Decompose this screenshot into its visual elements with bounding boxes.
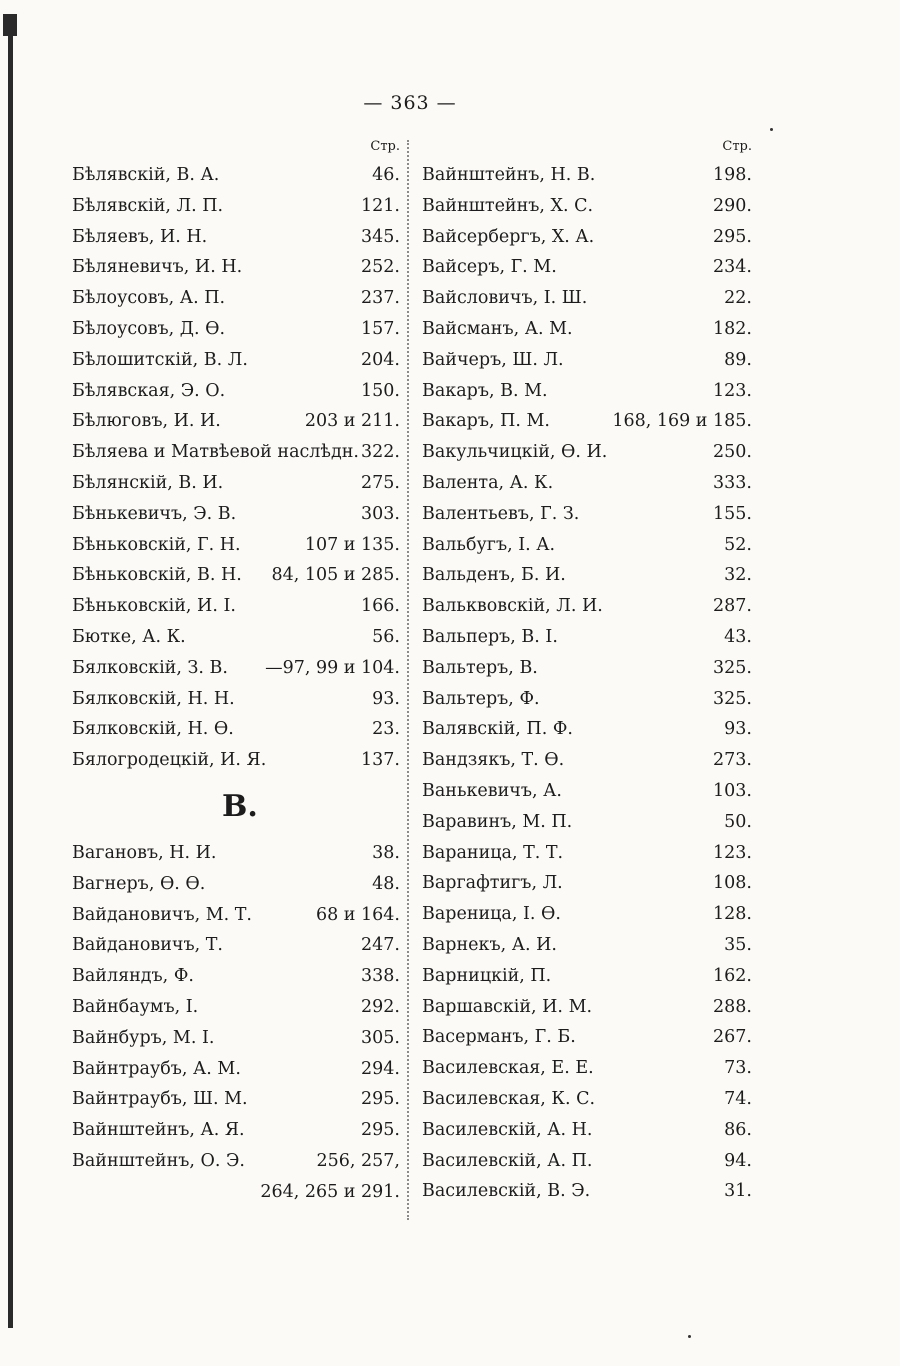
entry-name: Вальперъ, В. I. — [422, 626, 558, 647]
entry-name: Бялковскій, Н. Н. — [72, 688, 235, 709]
entry-name: Вайсербергъ, Х. А. — [422, 226, 595, 247]
index-entry — [422, 1176, 752, 1207]
index-entry — [422, 1084, 752, 1115]
section-letter: В. — [222, 788, 258, 824]
entry-pages: 234. — [713, 257, 752, 278]
entry-name: Бѣляевъ, И. Н. — [72, 226, 208, 247]
index-entry — [422, 684, 752, 715]
index-entry — [72, 591, 400, 622]
entry-name: Бялковскій, З. В. — [72, 657, 228, 678]
entry-name: Бялогродецкій, И. Я. — [72, 750, 267, 771]
index-entry — [72, 1084, 400, 1115]
entry-pages: —97, 99 и 104. — [265, 657, 400, 678]
entry-name: Василевскій, В. Э. — [422, 1181, 591, 1202]
index-entry — [72, 745, 400, 776]
entry-name: Вальбугъ, I. А. — [422, 534, 556, 555]
index-entry — [72, 869, 400, 900]
entry-pages: 338. — [361, 966, 400, 987]
entry-pages: 103. — [713, 780, 752, 801]
page-number: — 363 — — [363, 92, 457, 114]
entry-pages: 168, 169 и 185. — [612, 411, 752, 432]
index-entry — [72, 1054, 400, 1085]
index-entry — [422, 1053, 752, 1084]
entry-name: Бѣляневичъ, И. Н. — [72, 257, 243, 278]
index-entry — [422, 283, 752, 314]
entry-name: Васерманъ, Г. Б. — [422, 1027, 576, 1048]
entry-name: Вайнштейнъ, Н. В. — [422, 165, 596, 185]
entry-pages: 137. — [361, 750, 400, 771]
index-entry — [72, 714, 400, 745]
entry-name: Бютке, А. К. — [72, 626, 186, 647]
entry-pages: 287. — [713, 596, 752, 617]
page-edge-bar — [8, 18, 13, 1328]
entry-pages: 93. — [372, 688, 400, 709]
entry-pages: 295. — [713, 226, 752, 247]
entry-name: Варавинъ, М. П. — [422, 811, 573, 832]
entry-pages: 252. — [361, 257, 400, 278]
entry-list-bottom — [72, 838, 400, 1208]
entry-name: Бѣлоусовъ, Д. Ѳ. — [72, 318, 226, 339]
entry-pages: 325. — [713, 657, 752, 678]
entry-name: Варшавскій, И. М. — [422, 996, 593, 1017]
entry-pages: 50. — [724, 811, 752, 832]
index-entry — [72, 1115, 400, 1146]
index-entry — [72, 900, 400, 931]
entry-pages: 31. — [724, 1181, 752, 1202]
entry-name: Вакаръ, В. М. — [422, 380, 548, 401]
entry-name: Вареница, I. Ѳ. — [422, 904, 561, 925]
entry-name: Варнекъ, А. И. — [422, 934, 557, 955]
index-entry — [422, 868, 752, 899]
entry-pages: 150. — [361, 380, 400, 401]
entry-pages: 23. — [372, 719, 400, 740]
entry-pages: 52. — [724, 534, 752, 555]
entry-name: Бѣлявскій, В. А. — [72, 165, 220, 185]
entry-pages: 294. — [361, 1058, 400, 1079]
entry-name: Варгафтигъ, Л. — [422, 873, 563, 894]
entry-name: Вайдановичъ, Т. — [72, 935, 223, 956]
entry-name: Бѣлоусовъ, А. П. — [72, 288, 226, 309]
entry-name: Вайдановичъ, М. Т. — [72, 904, 252, 925]
entry-pages: 38. — [372, 842, 400, 863]
index-entry — [422, 1022, 752, 1053]
entry-pages: 108. — [713, 873, 752, 894]
entry-pages: 247. — [361, 935, 400, 956]
entry-name: Бѣнькевичъ, Э. В. — [72, 503, 237, 524]
entry-name: Вайнштейнъ, А. Я. — [72, 1120, 245, 1141]
entry-pages: 68 и 164. — [315, 904, 400, 925]
entry-pages: 121. — [361, 195, 400, 216]
entry-pages: 32. — [724, 565, 752, 586]
entry-pages: 303. — [361, 503, 400, 524]
index-entry — [72, 530, 400, 561]
index-entry — [422, 653, 752, 684]
index-entry — [422, 406, 752, 437]
column-header: Стр. — [722, 139, 752, 154]
entry-pages: 295. — [361, 1089, 400, 1110]
entry-pages: 86. — [724, 1119, 752, 1140]
index-entry — [72, 560, 400, 591]
entry-pages: 305. — [361, 1027, 400, 1048]
entry-pages: 74. — [724, 1088, 752, 1109]
entry-pages: 264, 265 и 291. — [260, 1181, 400, 1202]
index-column-right — [422, 134, 752, 1207]
entry-pages: 325. — [713, 688, 752, 709]
entry-pages: 295. — [361, 1120, 400, 1141]
entry-name: Вайнбуръ, М. I. — [72, 1027, 215, 1048]
index-entry — [422, 252, 752, 283]
page-edge-tick — [3, 14, 17, 36]
index-entry — [422, 622, 752, 653]
entry-pages: 123. — [713, 380, 752, 401]
index-entry — [72, 622, 400, 653]
entry-pages: 123. — [713, 842, 752, 863]
index-entry — [422, 838, 752, 869]
entry-name: Варницкій, П. — [422, 965, 552, 986]
entry-pages: 73. — [724, 1058, 752, 1079]
index-entry — [422, 591, 752, 622]
index-entry — [72, 653, 400, 684]
index-entry — [422, 961, 752, 992]
entry-name: Вальтеръ, В. — [422, 657, 538, 678]
index-entry — [422, 345, 752, 376]
entry-pages: 107 и 135. — [304, 534, 400, 555]
index-entry — [422, 191, 752, 222]
entry-name: Валентьевъ, Г. З. — [422, 503, 580, 524]
entry-pages: 157. — [361, 318, 400, 339]
index-entry — [72, 222, 400, 253]
column-divider — [407, 140, 409, 1220]
entry-name: Василевскій, А. П. — [422, 1150, 593, 1171]
entry-pages: 322. — [361, 442, 400, 463]
index-entry — [422, 1115, 752, 1146]
entry-list-top — [72, 160, 400, 776]
entry-name: Бѣньковскій, В. Н. — [72, 565, 242, 586]
index-entry — [72, 961, 400, 992]
index-entry — [422, 530, 752, 561]
entry-name: Вандзякъ, Т. Ѳ. — [422, 750, 565, 771]
index-entry — [422, 468, 752, 499]
entry-name: Вальквовскій, Л. И. — [422, 596, 603, 617]
entry-pages: 250. — [713, 442, 752, 463]
index-entry — [72, 1177, 400, 1208]
entry-pages: 56. — [372, 626, 400, 647]
index-entry — [422, 222, 752, 253]
entry-name: Бѣлошитскій, В. Л. — [72, 349, 248, 370]
entry-pages: 345. — [361, 226, 400, 247]
entry-name: Вагнеръ, Ѳ. Ѳ. — [72, 873, 206, 894]
entry-pages: 204. — [361, 349, 400, 370]
entry-name: Валявскій, П. Ф. — [422, 719, 573, 740]
entry-pages: 162. — [713, 965, 752, 986]
entry-pages: 292. — [361, 996, 400, 1017]
index-entry — [72, 376, 400, 407]
entry-pages: 273. — [713, 750, 752, 771]
index-entry — [72, 283, 400, 314]
entry-name: Вайнштейнъ, Х. С. — [422, 195, 594, 216]
entry-name: Бѣлявская, Э. О. — [72, 380, 226, 401]
entry-name: Вайсеръ, Г. М. — [422, 257, 557, 278]
index-entry — [72, 684, 400, 715]
entry-pages: 46. — [372, 165, 400, 185]
index-entry — [72, 437, 400, 468]
entry-name: Бялковскій, Н. Ѳ. — [72, 719, 234, 740]
entry-name: Василевская, Е. Е. — [422, 1058, 594, 1079]
entry-pages: 256, 257, — [316, 1150, 400, 1171]
entry-name: Валента, А. К. — [422, 472, 554, 493]
index-entry — [422, 160, 752, 191]
entry-pages: 48. — [372, 873, 400, 894]
entry-name: Бѣлявскій, Л. П. — [72, 195, 224, 216]
entry-pages: 93. — [724, 719, 752, 740]
index-entry — [72, 468, 400, 499]
entry-name: Вакаръ, П. М. — [422, 411, 550, 432]
index-entry — [422, 560, 752, 591]
entry-name: Вайнтраубъ, А. М. — [72, 1058, 241, 1079]
entry-name: Бѣляева и Матвѣевой наслѣдн. — [72, 442, 359, 463]
index-entry — [422, 1146, 752, 1177]
entry-name: Бѣлянскій, В. И. — [72, 472, 224, 493]
entry-pages: 290. — [713, 195, 752, 216]
index-entry — [422, 499, 752, 530]
entry-name: Вальденъ, Б. И. — [422, 565, 566, 586]
entry-pages: 198. — [713, 165, 752, 185]
entry-name: Бѣньковскій, И. I. — [72, 596, 236, 617]
entry-name: Василевская, К. С. — [422, 1088, 596, 1109]
index-entry — [72, 930, 400, 961]
entry-name: Вагановъ, Н. И. — [72, 842, 217, 863]
entry-name: Вайнтраубъ, Ш. М. — [72, 1089, 248, 1110]
index-entry — [72, 314, 400, 345]
entry-pages: 43. — [724, 626, 752, 647]
index-entry — [422, 807, 752, 838]
index-entry — [72, 1146, 400, 1177]
entry-pages: 94. — [724, 1150, 752, 1171]
index-entry — [72, 406, 400, 437]
entry-pages: 237. — [361, 288, 400, 309]
index-entry — [422, 314, 752, 345]
index-entry — [422, 899, 752, 930]
ink-speck — [770, 128, 773, 131]
entry-list — [422, 160, 752, 1207]
entry-name: Бѣлюговъ, И. И. — [72, 411, 221, 432]
index-entry — [422, 930, 752, 961]
entry-name: Вакульчицкій, Ѳ. И. — [422, 442, 608, 463]
entry-name: Вайляндъ, Ф. — [72, 966, 194, 987]
entry-pages: 182. — [713, 318, 752, 339]
entry-name: Бѣньковскій, Г. Н. — [72, 534, 241, 555]
index-entry — [72, 1023, 400, 1054]
ink-speck — [688, 1335, 691, 1338]
entry-pages: 288. — [713, 996, 752, 1017]
index-entry — [422, 376, 752, 407]
entry-pages: 166. — [361, 596, 400, 617]
entry-name: Вайчеръ, Ш. Л. — [422, 349, 564, 370]
index-entry — [72, 838, 400, 869]
index-entry — [422, 437, 752, 468]
index-entry — [72, 252, 400, 283]
entry-pages: 89. — [724, 349, 752, 370]
index-entry — [72, 992, 400, 1023]
index-entry — [422, 776, 752, 807]
entry-name: Василевскій, А. Н. — [422, 1119, 593, 1140]
entry-pages: 155. — [713, 503, 752, 524]
entry-pages: 35. — [724, 934, 752, 955]
entry-name: Вараница, Т. Т. — [422, 842, 564, 863]
index-column-left — [72, 134, 400, 1208]
index-entry — [422, 714, 752, 745]
entry-name: Вайнбаумъ, I. — [72, 996, 199, 1017]
entry-name: Вайсманъ, А. М. — [422, 318, 573, 339]
entry-pages: 128. — [713, 904, 752, 925]
index-entry — [72, 499, 400, 530]
column-header: Стр. — [370, 139, 400, 154]
index-entry — [72, 160, 400, 191]
index-entry — [422, 992, 752, 1023]
entry-pages: 275. — [361, 472, 400, 493]
entry-name: Вальтеръ, Ф. — [422, 688, 540, 709]
entry-name: Ванькевичъ, А. — [422, 780, 562, 801]
entry-pages: 22. — [724, 288, 752, 309]
entry-pages: 333. — [713, 472, 752, 493]
entry-name: Вайсловичъ, I. Ш. — [422, 288, 588, 309]
entry-pages: 267. — [713, 1027, 752, 1048]
entry-pages: 84, 105 и 285. — [271, 565, 400, 586]
index-entry — [72, 345, 400, 376]
entry-pages: 203 и 211. — [304, 411, 400, 432]
index-entry — [72, 191, 400, 222]
entry-name: Вайнштейнъ, О. Э. — [72, 1150, 245, 1171]
index-entry — [422, 745, 752, 776]
